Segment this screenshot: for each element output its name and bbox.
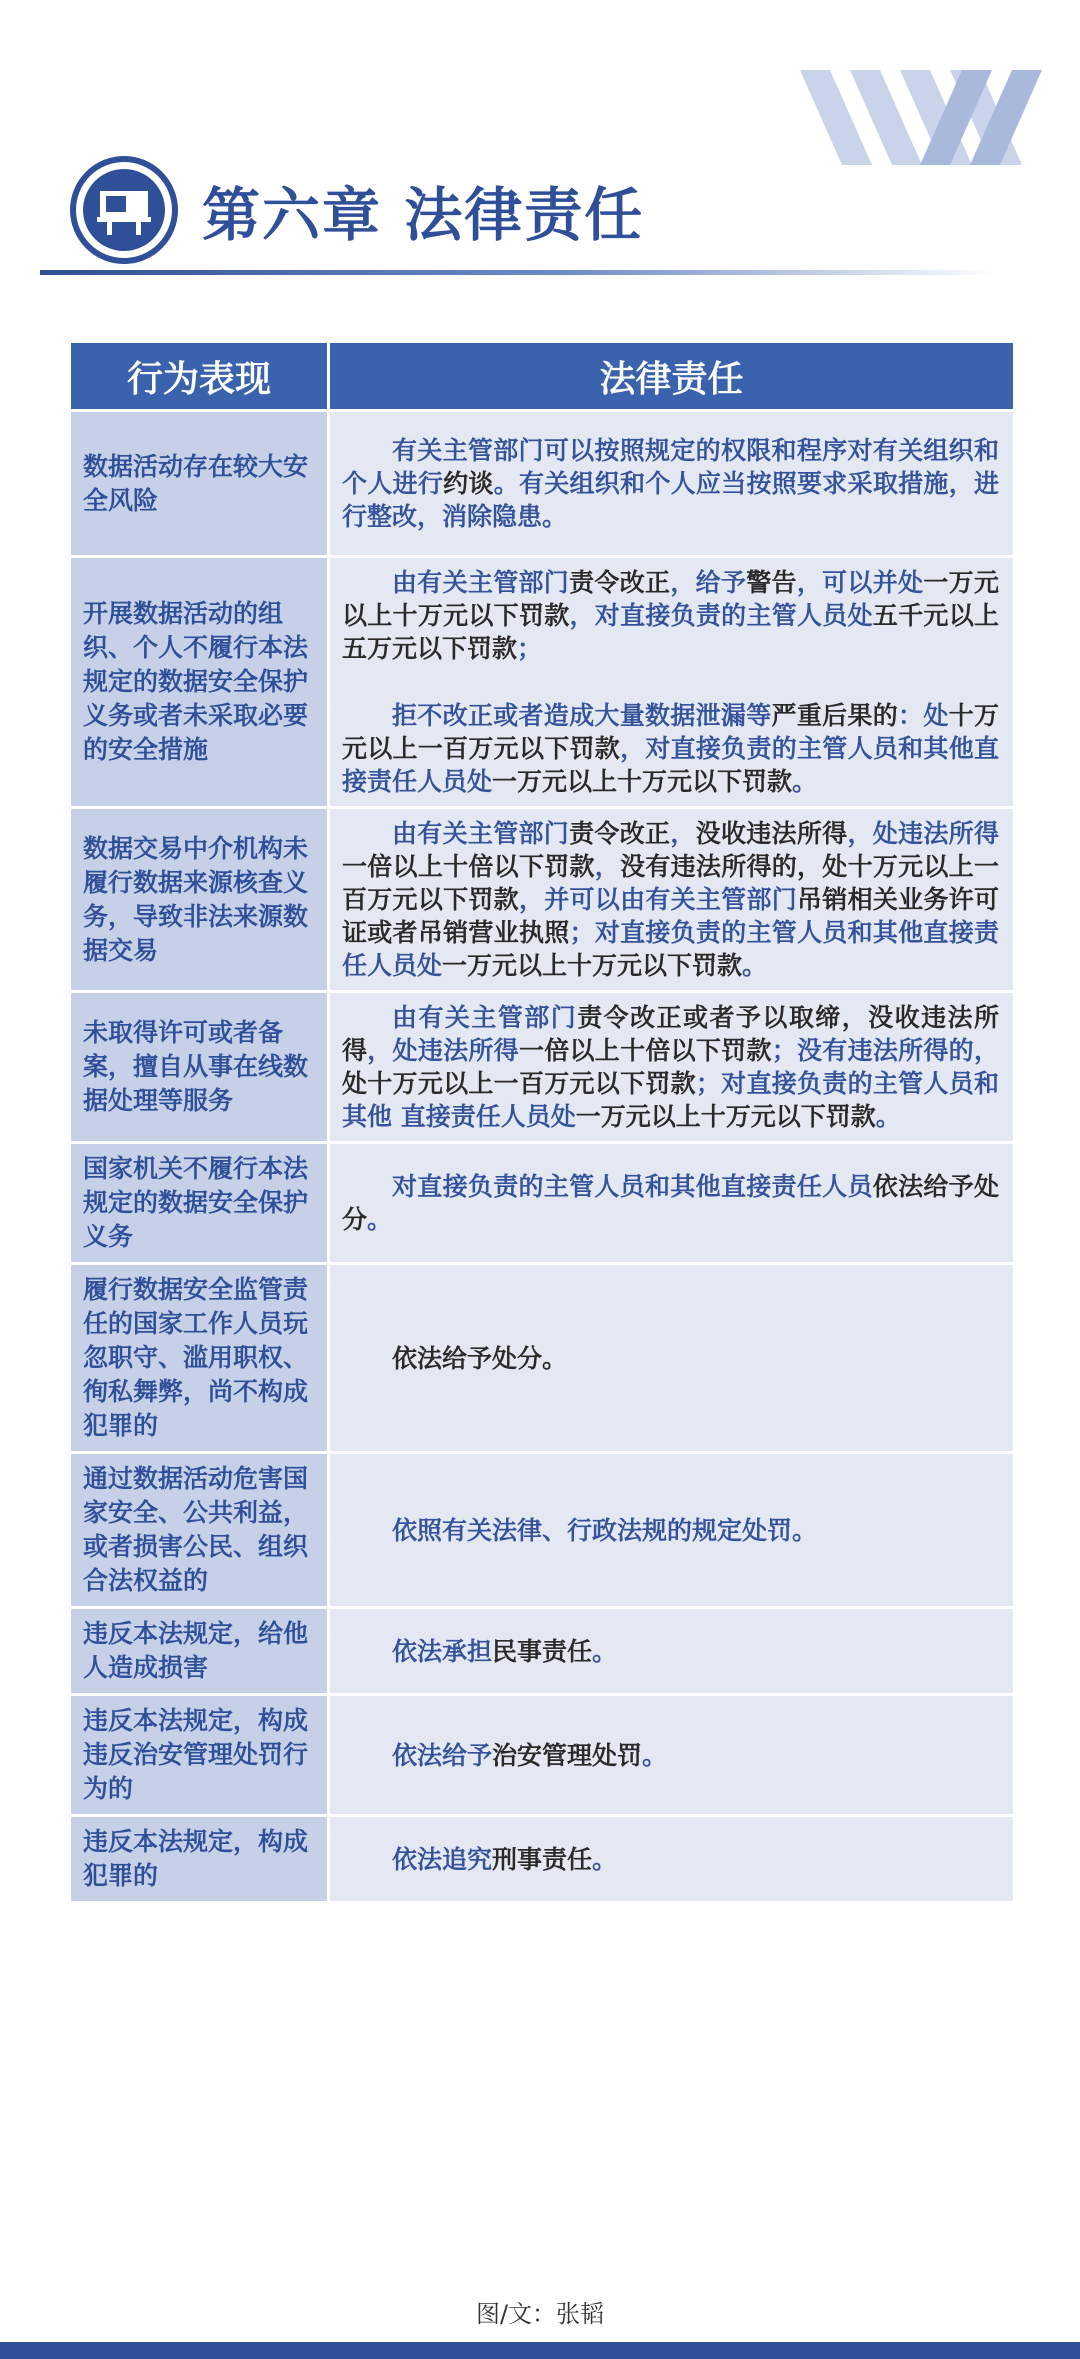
liability-paragraph: [342, 1739, 999, 1772]
highlight-text: 。: [792, 767, 818, 796]
highlight-text: ，并可以由有关主管部门: [518, 885, 798, 914]
liability-cell: [329, 1453, 1015, 1608]
highlight-text: 由有关主管部门: [392, 819, 570, 848]
table-row: [70, 411, 1015, 557]
plain-text: 一万元以上十万元以下罚款: [492, 767, 793, 796]
behavior-cell: 履行数据安全监管责任的国家工作人员玩忽职守、滥用职权、徇私舞弊，尚不构成犯罪的: [70, 1264, 329, 1453]
plain-text: 五千元以上五万元以下罚款: [342, 601, 999, 663]
chapter-badge: [70, 156, 178, 264]
liability-cell: [329, 992, 1015, 1143]
page-title: 第六章 法律责任: [202, 181, 645, 249]
liability-paragraph: [342, 434, 999, 533]
header-divider: [40, 270, 1000, 275]
liability-table: [68, 340, 1016, 1904]
highlight-text: ，: [594, 852, 621, 881]
highlight-text: 由有关主管部门: [392, 568, 570, 597]
behavior-cell: 未取得许可或者备案，擅自从事在线数据处理等服务: [70, 992, 329, 1143]
table-row: [70, 1695, 1015, 1816]
highlight-text: 。: [592, 1636, 618, 1666]
footer-bar: [0, 2342, 1080, 2359]
behavior-cell: 国家机关不履行本法规定的数据安全保护义务: [70, 1143, 329, 1264]
behavior-cell: 通过数据活动危害国家安全、公共利益，或者损害公民、组织合法权益的: [70, 1453, 329, 1608]
highlight-text: ，可以并处: [796, 568, 924, 597]
plain-text: 没有违法所得的，处十万元以上一百万元以下罚款: [342, 852, 999, 914]
highlight-text: ：处: [898, 701, 949, 730]
plain-text: 约谈: [443, 469, 494, 498]
plain-text: 依法给予处分: [342, 1172, 999, 1234]
plain-text: 十万元以上一百万元以下罚款: [342, 701, 999, 763]
plain-text: 刑事责任: [492, 1844, 593, 1874]
liability-paragraph: [342, 1170, 999, 1236]
liability-cell: [329, 808, 1015, 992]
plain-text: 一万元以上十万元以下罚款: [442, 951, 743, 980]
highlight-text: ，: [670, 819, 696, 848]
highlight-text: ；对直接负责的主管人员和其他直接责任人员处: [342, 918, 999, 980]
column-header-behavior: 行为表现: [70, 342, 329, 411]
plain-text: 严重后果的: [771, 701, 899, 730]
highlight-text: 。有关组织和个人应当按照要求采取措施，进行整改，消除隐患。: [342, 469, 999, 531]
behavior-cell: 违反本法规定，构成犯罪的: [70, 1816, 329, 1903]
highlight-text: 。: [592, 1844, 618, 1874]
highlight-text: ，处违法所得: [367, 1036, 519, 1065]
highlight-text: ；: [517, 634, 543, 663]
liability-cell: [329, 411, 1015, 557]
highlight-text: 依照有关法律、行政法规的规定处罚。: [392, 1515, 818, 1545]
highlight-text: 拒不改正或者造成大量数据泄漏等: [392, 701, 772, 730]
highlight-text: ，给予: [670, 568, 747, 597]
highlight-text: ；对直接负责的主管人员和其他 直接责任人员处: [342, 1069, 999, 1131]
liability-cell: [329, 1695, 1015, 1816]
liability-paragraph: [342, 1843, 999, 1876]
plain-text: 民事责任: [492, 1636, 593, 1666]
table-row: [70, 1608, 1015, 1695]
liability-cell: [329, 1264, 1015, 1453]
plain-text: 治安管理处罚: [492, 1740, 643, 1770]
liability-paragraph: [342, 566, 999, 665]
table-row: [70, 1453, 1015, 1608]
plain-text: 责令改正或者予以取缔，没收违法所得: [342, 1003, 999, 1065]
table-row: [70, 992, 1015, 1143]
table-row: [70, 1816, 1015, 1903]
plain-text: 处十万元以上一百万元以下罚款: [342, 1069, 696, 1098]
plain-text: 警告: [746, 568, 797, 597]
liability-cell: [329, 1816, 1015, 1903]
table-row: [70, 808, 1015, 992]
plain-text: 没收违法所得: [695, 819, 848, 848]
behavior-cell: 数据交易中介机构未履行数据来源核查义务，导致非法来源数据交易: [70, 808, 329, 992]
table-row: [70, 557, 1015, 808]
highlight-text: 。: [642, 1740, 668, 1770]
plain-text: 吊销相关业务许可证或者吊销营业执照: [342, 885, 999, 947]
liability-paragraph: [342, 1001, 999, 1133]
chapter-header: [70, 150, 644, 270]
behavior-cell: 开展数据活动的组织、个人不履行本法规定的数据安全保护义务或者未采取必要的安全措施: [70, 557, 329, 808]
highlight-text: ；没有违法所得的，: [771, 1036, 999, 1065]
highlight-text: ，对直接负责的主管人员和其他直接责任人员处: [342, 734, 999, 796]
plain-text: 依法给予处分。: [392, 1343, 568, 1373]
highlight-text: 依法追究: [392, 1844, 493, 1874]
plain-text: 一万元以上十万元以下罚款: [342, 568, 999, 630]
liability-paragraph: [342, 699, 999, 798]
highlight-text: 。: [367, 1205, 393, 1234]
plain-text: 一倍以上十倍以下罚款: [518, 1036, 772, 1065]
highlight-text: 依法承担: [392, 1636, 493, 1666]
liability-cell: [329, 1143, 1015, 1264]
behavior-cell: 数据活动存在较大安全风险: [70, 411, 329, 557]
column-header-liability: 法律责任: [329, 342, 1015, 411]
liability-paragraph: [342, 1635, 999, 1668]
highlight-text: 有关主管部门可以按照规定的权限和程序对有关组织和个人进行: [342, 436, 999, 498]
highlight-text: 。: [875, 1102, 901, 1131]
liability-cell: [329, 557, 1015, 808]
liability-paragraph: [342, 1342, 999, 1375]
liability-paragraph: [342, 1514, 999, 1547]
behavior-cell: 违反本法规定，构成违反治安管理处罚行为的: [70, 1695, 329, 1816]
highlight-text: ，处违法所得: [847, 819, 999, 848]
plain-text: 责令改正: [569, 819, 671, 848]
liability-paragraph: [342, 817, 999, 982]
plain-text: 一万元以上十万元以下罚款: [575, 1102, 876, 1131]
highlight-text: 依法给予: [392, 1740, 493, 1770]
highlight-text: ，对直接负责的主管人员处: [569, 601, 873, 630]
table-header-row: [70, 342, 1015, 411]
image-credit: 图/文：张韬: [475, 2300, 605, 2328]
plain-text: 责令改正: [569, 568, 671, 597]
highlight-text: 对直接负责的主管人员和其他直接责任人员: [392, 1172, 873, 1201]
decorative-stripes: [800, 70, 1050, 165]
behavior-cell: 违反本法规定，给他人造成损害: [70, 1608, 329, 1695]
liability-cell: [329, 1608, 1015, 1695]
presentation-board-icon: [97, 185, 151, 235]
table-row: [70, 1264, 1015, 1453]
plain-text: 一倍以上十倍以下罚款: [342, 852, 595, 881]
highlight-text: 。: [742, 951, 768, 980]
highlight-text: 由有关主管部门: [392, 1003, 578, 1032]
table-row: [70, 1143, 1015, 1264]
